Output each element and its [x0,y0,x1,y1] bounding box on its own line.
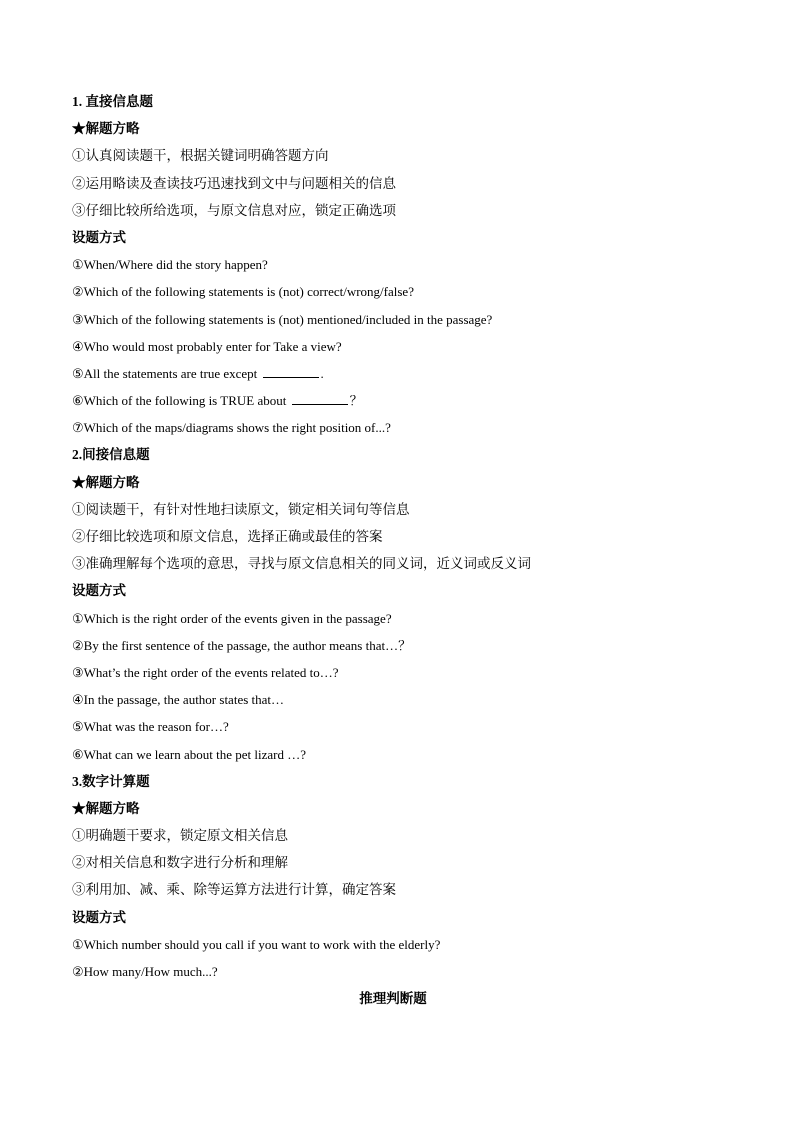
strategy-item: ②仔细比较选项和原文信息，选择正确或最佳的答案 [72,529,383,544]
answer-blank [263,365,319,378]
strategy-item: ②对相关信息和数字进行分析和理解 [72,855,288,871]
question-title: 设题方式 [72,229,126,245]
question-item: ③Which of the following statements is (not) mentioned/included in the passage? [72,311,493,327]
question-text: ⑥Which of the following is TRUE about [72,393,287,409]
strategy-title: ★解题方略 [72,474,140,490]
section-heading: 2.间接信息题 [72,447,150,463]
question-end: ？ [349,393,363,409]
footer-heading: 推理判断题 [359,991,427,1007]
question-item: ②How many/How much...? [72,964,218,979]
question-item: ④Who would most probably enter for Take a view? [72,338,342,354]
question-end: . [320,365,324,381]
question-item: ②Which of the following statements is (not) correct/wrong/false? [72,284,414,300]
strategy-item: ①明确题干要求，锁定原文相关信息 [72,828,288,844]
answer-blank [292,392,348,405]
question-item: ①When/Where did the story happen? [72,257,268,273]
strategy-item: ②运用略读及查读技巧迅速找到文中与问题相关的信息 [72,175,396,191]
question-text: ⑤All the statements are true except [72,365,258,381]
section-heading: 3.数字计算题 [72,773,150,789]
question-item: ②By the first sentence of the passage, the author means that…？ [72,637,412,653]
question-item: ⑥What can we learn about the pet lizard …? [72,746,306,762]
question-item: ⑤What was the reason for…? [72,719,229,735]
strategy-title: ★解题方略 [72,800,140,816]
question-item: ③What’s the right order of the events related to…? [72,664,339,680]
question-title: 设题方式 [72,583,126,599]
question-item [72,360,732,387]
strategy-item: ①阅读题干，有针对性地扫读原文，锁定相关词句等信息 [72,501,410,517]
section-heading: 1. 直接信息题 [72,94,153,109]
strategy-title: ★解题方略 [72,121,140,137]
question-item: ⑦Which of the maps/diagrams shows the right position of...? [72,420,391,436]
question-item [72,387,732,414]
question-title: 设题方式 [72,909,126,925]
question-item: ①Which number should you call if you want to work with the elderly? [72,936,441,952]
question-item: ①Which is the right order of the events given in the passage? [72,610,392,626]
strategy-item: ③准确理解每个选项的意思，寻找与原文信息相关的同义词，近义词或反义词 [72,556,531,572]
strategy-item: ③仔细比较所给选项，与原文信息对应，锁定正确选项 [72,202,396,218]
question-item: ④In the passage, the author states that… [72,692,285,708]
strategy-item: ③利用加、减、乘、除等运算方法进行计算，确定答案 [72,882,396,898]
document-page [72,88,732,1012]
strategy-item: ①认真阅读题干，根据关键词明确答题方向 [72,148,329,164]
